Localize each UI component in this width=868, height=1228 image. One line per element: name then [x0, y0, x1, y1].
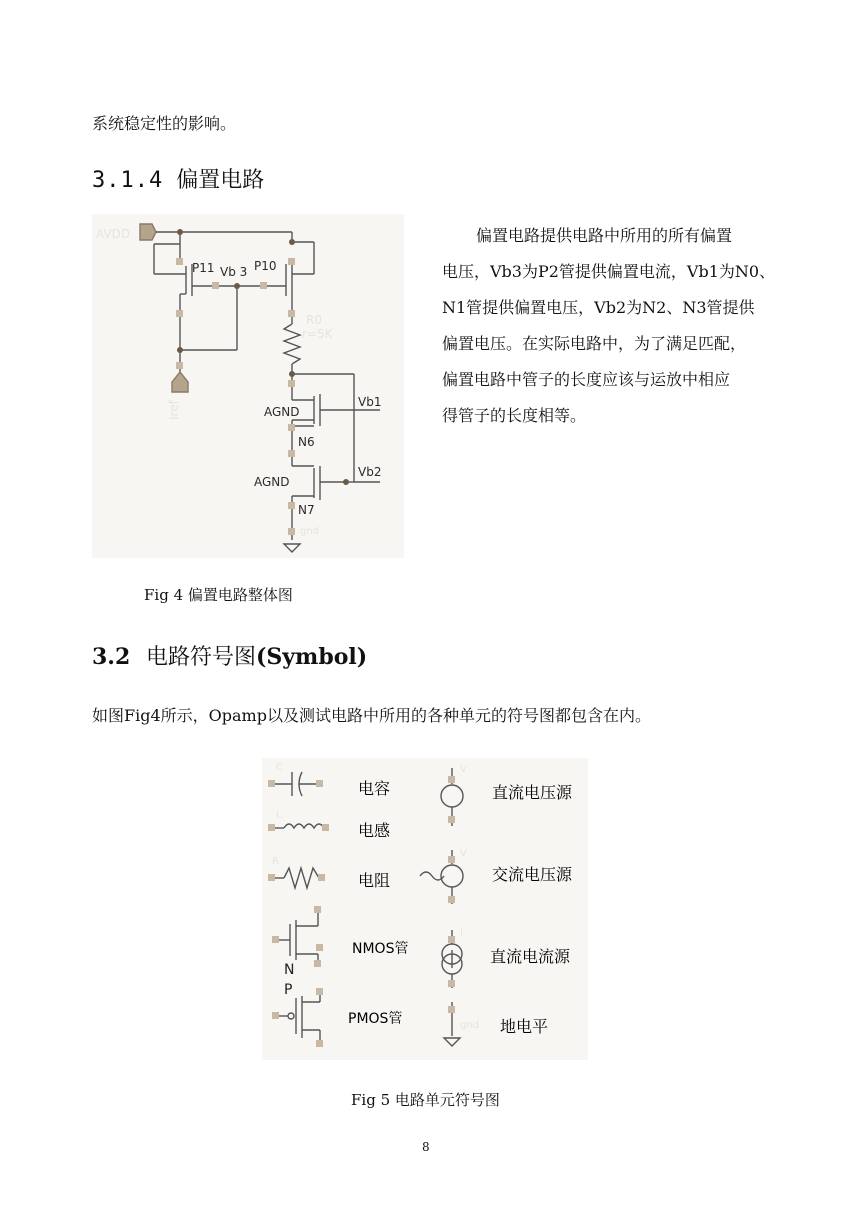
- bias-description: [442, 218, 782, 434]
- intro-text-line: 系统稳定性的影响。: [92, 114, 237, 133]
- label-agnd-1: AGND: [264, 405, 300, 419]
- bias-line-4: 偏置电压。在实际电路中，为了满足匹配，: [442, 334, 747, 353]
- bias-line-1: 偏置电路提供电路中所用的所有偏置: [476, 226, 733, 245]
- section-heading-3-2: [92, 643, 367, 672]
- symbol-letter-l: L: [276, 810, 282, 821]
- label-gnd: gnd: [300, 526, 320, 537]
- label-r: r=5K: [302, 327, 333, 341]
- bias-circuit-figure: [92, 214, 404, 558]
- page-number: 8: [422, 1140, 430, 1154]
- label-agnd-2: AGND: [254, 475, 290, 489]
- symbol-letter-p: P: [284, 982, 293, 998]
- label-resistor: 电阻: [358, 871, 391, 890]
- fig4-caption: Fig 4 偏置电路整体图: [144, 586, 293, 604]
- symbol-letter-v-dc: V: [460, 764, 467, 775]
- symbol-letter-i: I: [460, 928, 463, 939]
- label-avdd: AVDD: [96, 227, 131, 241]
- label-n6: N6: [298, 435, 315, 449]
- symbol-letter-v-ac: V: [460, 848, 467, 859]
- bias-line-2: 电压，Vb3为P2管提供偏置电流，Vb1为N0、: [442, 262, 776, 281]
- label-ground: 地电平: [500, 1017, 549, 1036]
- label-vb3: Vb 3: [220, 265, 248, 279]
- label-inductor: 电感: [358, 821, 391, 840]
- label-capacitor: 电容: [358, 779, 391, 798]
- label-iref: Iref: [167, 400, 181, 420]
- bias-line-3: N1管提供偏置电压，Vb2为N2、N3管提供: [442, 298, 755, 317]
- section-number: 3.1.4: [92, 168, 164, 193]
- label-nmos: NMOS管: [352, 941, 409, 957]
- bias-line-6: 得管子的长度相等。: [442, 406, 587, 425]
- label-pmos: PMOS管: [348, 1011, 403, 1027]
- symbol-intro-text: 如图Fig4所示，Opamp以及测试电路中所用的各种单元的符号图都包含在内。: [92, 706, 651, 725]
- label-p11: P11: [192, 261, 215, 275]
- label-ac-voltage-source: 交流电压源: [492, 865, 573, 884]
- fig5-caption: Fig 5 电路单元符号图: [351, 1091, 500, 1109]
- label-vb2: Vb2: [358, 465, 382, 479]
- symbol-letter-gnd: gnd: [460, 1020, 480, 1031]
- label-r0: R0: [306, 313, 322, 327]
- label-n7: N7: [298, 503, 315, 517]
- label-p10: P10: [254, 259, 277, 273]
- section-heading-3-1-4: [92, 167, 264, 195]
- bias-line-5: 偏置电路中管子的长度应该与运放中相应: [442, 370, 731, 389]
- section-number: 3.2: [92, 644, 131, 670]
- label-dc-voltage-source: 直流电压源: [492, 783, 573, 802]
- section-title: 偏置电路: [176, 168, 265, 193]
- symbol-letter-r: R: [272, 856, 279, 867]
- symbol-letter-n: N: [284, 962, 295, 978]
- label-dc-current-source: 直流电流源: [490, 947, 571, 966]
- symbol-letter-c: C: [276, 762, 283, 773]
- symbol-figure: [262, 758, 588, 1060]
- section-title-suffix: (Symbol): [255, 644, 368, 670]
- section-title: 电路符号图: [145, 645, 256, 670]
- bias-circuit-schematic: [92, 214, 404, 558]
- label-vb1: Vb1: [358, 395, 382, 409]
